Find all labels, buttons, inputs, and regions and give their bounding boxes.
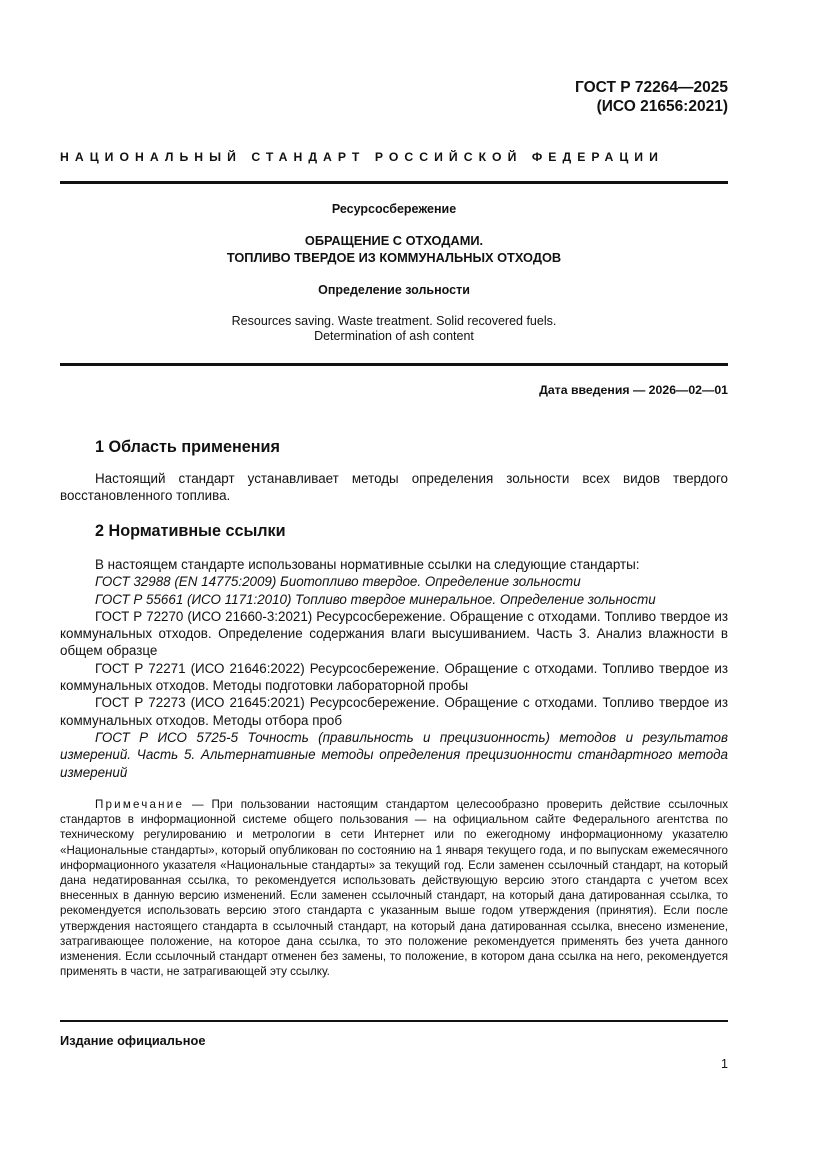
english-title-line-1: Resources saving. Waste treatment. Solid recovered fuels. xyxy=(231,314,557,328)
title-line-2: ТОПЛИВО ТВЕРДОЕ ИЗ КОММУНАЛЬНЫХ ОТХОДОВ xyxy=(226,249,562,265)
references-intro: В настоящем стандарте использованы нормативные ссылки на следующие стандарты: xyxy=(95,557,640,572)
document-subtitle: Определение зольности xyxy=(318,283,470,297)
reference-note xyxy=(60,797,728,979)
reference-item: ГОСТ Р ИСО 5725-5 Точность (правильность и прецизионность) методов и результатов измерений. Часть 5. Альтернативные методы определения прецизионности стандартного метода измерений xyxy=(60,729,728,780)
reference-item: ГОСТ 32988 (EN 14775:2009) Биотопливо твердое. Определение зольности xyxy=(95,574,581,590)
reference-item: ГОСТ Р 72273 (ИСО 21645:2021) Ресурсосбережение. Обращение с отходами. Топливо твердое из коммунальных отходов. Методы отбора проб xyxy=(60,695,728,728)
english-title-line-2: Determination of ash content xyxy=(314,329,474,343)
english-title xyxy=(60,314,728,344)
footer-divider xyxy=(60,1020,728,1022)
note-label: Примечание xyxy=(95,798,185,811)
section-2-heading: 2 Нормативные ссылки xyxy=(95,522,286,540)
official-edition-label: Издание официальное xyxy=(60,1033,206,1048)
introduction-date: Дата введения — 2026—02—01 xyxy=(539,383,728,397)
reference-item: ГОСТ Р 55661 (ИСО 1171:2010) Топливо твердое минеральное. Определение зольности xyxy=(95,591,656,607)
reference-item: ГОСТ Р 72271 (ИСО 21646:2022) Ресурсосбережение. Обращение с отходами. Топливо твердое из коммунальных отходов. Методы подготовки лабораторной пробы xyxy=(60,660,728,694)
reference-item: ГОСТ Р 72270 (ИСО 21660-3:2021) Ресурсосбережение. Обращение с отходами. Топливо твердое из коммунальных отходов. Определение содержания влаги высушиванием. Часть 3. Анализ влажности в общем образце xyxy=(60,608,728,659)
title-line-1: ОБРАЩЕНИЕ С ОТХОДАМИ. xyxy=(304,233,484,248)
document-title xyxy=(60,233,728,266)
section-1-heading: 1 Область применения xyxy=(95,438,280,456)
section-1-body xyxy=(60,470,728,505)
page-number: 1 xyxy=(721,1057,728,1071)
national-standard-banner: НАЦИОНАЛЬНЫЙ СТАНДАРТ РОССИЙСКОЙ ФЕДЕРАЦИИ xyxy=(60,150,664,164)
category-heading: Ресурсосбережение xyxy=(331,202,457,216)
section-1-paragraph: Настоящий стандарт устанавливает методы определения зольности всех видов твердого восстановленного топлива. xyxy=(60,471,728,504)
top-divider xyxy=(60,181,728,184)
section-2-body xyxy=(60,556,728,781)
note-paragraph xyxy=(60,797,728,979)
standard-designation xyxy=(575,78,728,116)
gost-number: ГОСТ Р 72264—2025 xyxy=(575,79,728,96)
note-text: — При пользовании настоящим стандартом целесообразно проверить действие ссылочных стандартов в информационной системе общего пользования — на официальном сайте Федерального агентства по техническому регулированию и метрологии в сети Интернет или по ежегодному информационному указателю «Национальные стандарты», который опубликован по состоянию на 1 января текущего года, и по выпускам ежемесячного информационного указателя «Национальные стандарты» за текущий год. Если заменен ссылочный стандарт, на который дана недатированная ссылка, то рекомендуется использовать действующую версию этого стандарта с учетом всех внесенных в данную версию изменений. Если заменен ссылочный стандарт, на который дана датированная ссылка, то рекомендуется использовать версию этого стандарта с указанным выше годом утверждения (принятия). Если после утверждения настоящего стандарта в ссылочный стандарт, на который дана датированная ссылка, внесено изменение, затрагивающее положение, на которое дана ссылка, то это положение рекомендуется применять без учета данного изменения. Если ссылочный стандарт отменен без замены, то положение, в котором дана ссылка на него, рекомендуется применять в части, не затрагивающей эту ссылку. xyxy=(60,798,728,979)
title-divider xyxy=(60,363,728,366)
iso-number: (ИСО 21656:2021) xyxy=(596,98,728,115)
